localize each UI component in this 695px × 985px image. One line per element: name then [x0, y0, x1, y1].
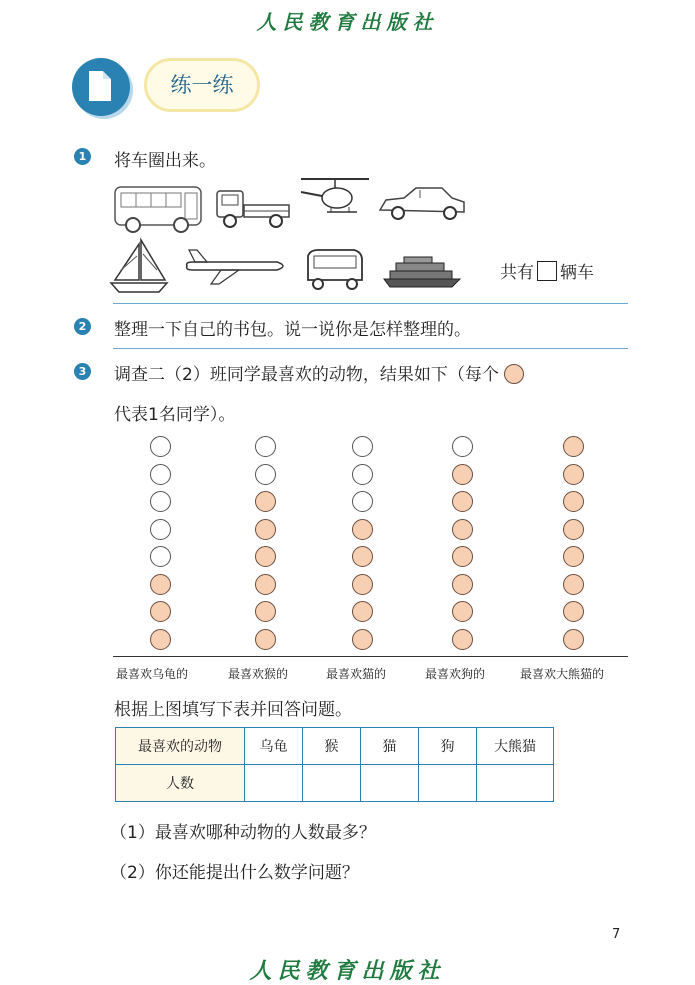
page-number: 7	[612, 927, 621, 942]
tally-table	[115, 727, 554, 802]
empty-circle	[352, 491, 373, 512]
pictograph-column	[352, 436, 376, 656]
filled-circle	[563, 491, 584, 512]
filled-circle	[255, 574, 276, 595]
bus-icon	[113, 183, 205, 235]
filled-circle	[255, 601, 276, 622]
question-text: 调查二（2）班同学最喜欢的动物，结果如下（每个	[114, 365, 499, 385]
pictograph-column	[150, 436, 174, 656]
table-answer-cell[interactable]	[419, 765, 477, 802]
filled-circle	[255, 629, 276, 650]
unit-circle-icon	[504, 364, 524, 384]
table-header-cell: 狗	[419, 728, 477, 765]
table-answer-cell[interactable]	[245, 765, 303, 802]
sub-question-2: （2）你还能提出什么数学问题？	[110, 863, 359, 883]
empty-circle	[150, 464, 171, 485]
question-text: 将车圈出来。	[114, 151, 216, 171]
ship-icon	[380, 253, 464, 291]
vehicle-count-answer	[500, 258, 594, 283]
pictograph-column	[563, 436, 587, 656]
publisher-footer: 人民教育出版社	[249, 958, 446, 984]
filled-circle	[563, 601, 584, 622]
table-answer-cell[interactable]	[361, 765, 419, 802]
empty-circle	[150, 546, 171, 567]
filled-circle	[255, 546, 276, 567]
filled-circle	[563, 574, 584, 595]
category-label: 最喜欢狗的	[425, 667, 486, 681]
filled-circle	[352, 601, 373, 622]
table-instructions: 根据上图填写下表并回答问题。	[114, 700, 352, 720]
airplane-icon	[181, 246, 291, 286]
filled-circle	[150, 629, 171, 650]
table-row-header: 最喜欢的动物	[116, 728, 245, 765]
section-title: 练一练	[144, 58, 260, 112]
sailboat-icon	[107, 236, 171, 296]
category-label: 最喜欢猫的	[326, 667, 387, 681]
filled-circle	[452, 629, 473, 650]
empty-circle	[352, 436, 373, 457]
filled-circle	[452, 546, 473, 567]
publisher-header: 人民教育出版社	[256, 10, 439, 34]
question-text-line1	[114, 360, 524, 385]
answer-suffix: 辆车	[560, 263, 594, 283]
empty-circle	[255, 436, 276, 457]
table-header-cell: 猫	[361, 728, 419, 765]
filled-circle	[352, 519, 373, 540]
filled-circle	[452, 519, 473, 540]
category-label: 最喜欢大熊猫的	[520, 667, 605, 681]
divider	[113, 303, 628, 304]
helicopter-icon	[297, 174, 373, 222]
empty-circle	[150, 491, 171, 512]
filled-circle	[452, 601, 473, 622]
empty-circle	[150, 436, 171, 457]
filled-circle	[255, 519, 276, 540]
filled-circle	[255, 491, 276, 512]
van-icon	[302, 246, 366, 292]
car-icon	[376, 182, 468, 226]
filled-circle	[563, 546, 584, 567]
filled-circle	[150, 601, 171, 622]
pictograph-column	[452, 436, 476, 656]
empty-circle	[452, 436, 473, 457]
sub-question-1: （1）最喜欢哪种动物的人数最多？	[110, 823, 376, 843]
table-answer-cell[interactable]	[477, 765, 554, 802]
filled-circle	[452, 574, 473, 595]
filled-circle	[563, 436, 584, 457]
question-number: 1	[74, 148, 91, 165]
filled-circle	[452, 491, 473, 512]
category-label: 最喜欢乌龟的	[116, 667, 189, 681]
pictograph-baseline	[113, 656, 628, 657]
truck-icon	[214, 187, 292, 233]
filled-circle	[563, 464, 584, 485]
pictograph-column	[255, 436, 279, 656]
table-header-cell: 大熊猫	[477, 728, 554, 765]
filled-circle	[150, 574, 171, 595]
table-header-cell: 乌龟	[245, 728, 303, 765]
empty-circle	[352, 464, 373, 485]
empty-circle	[255, 464, 276, 485]
filled-circle	[563, 519, 584, 540]
question-text-line2: 代表1名同学）。	[114, 405, 236, 425]
table-answer-cell[interactable]	[303, 765, 361, 802]
filled-circle	[352, 629, 373, 650]
table-header-cell: 猴	[303, 728, 361, 765]
filled-circle	[352, 574, 373, 595]
filled-circle	[352, 546, 373, 567]
question-number: 3	[74, 363, 91, 380]
filled-circle	[563, 629, 584, 650]
answer-box[interactable]	[537, 261, 557, 281]
empty-circle	[150, 519, 171, 540]
divider	[113, 348, 628, 349]
document-icon	[72, 58, 130, 116]
answer-prefix: 共有	[500, 263, 534, 283]
question-number: 2	[74, 318, 91, 335]
question-text: 整理一下自己的书包。说一说你是怎样整理的。	[114, 320, 471, 340]
table-count-label: 人数	[116, 765, 245, 802]
category-label: 最喜欢猴的	[228, 667, 289, 681]
filled-circle	[452, 464, 473, 485]
